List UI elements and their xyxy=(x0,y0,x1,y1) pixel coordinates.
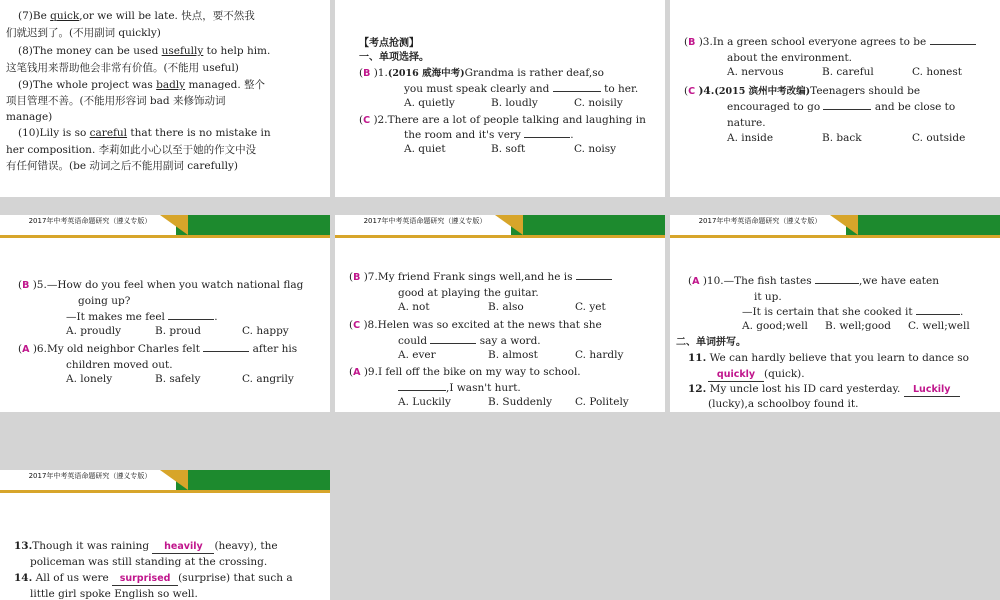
section-heading: 一、单项选择。 xyxy=(359,52,429,63)
filled-answer: surprised xyxy=(112,573,178,586)
question-6: (A )6.My old neighbor Charles felt after his xyxy=(18,343,298,355)
text-line: good at playing the guitar. xyxy=(398,287,539,299)
answer-blank xyxy=(815,273,859,284)
answer-letter: B xyxy=(363,68,371,79)
text-line: it up. xyxy=(754,291,782,303)
option-c: C. outside xyxy=(912,132,966,144)
answer-blank xyxy=(553,81,601,92)
question-11: 11. We can hardly believe that you learn to dance so xyxy=(688,352,969,364)
text-line: about the environment. xyxy=(727,52,853,64)
question-2: (C )2.There are a lot of people talking and laughing in xyxy=(359,114,646,126)
text-line: encouraged to go and be close to xyxy=(727,101,956,113)
option-c: C. yet xyxy=(575,301,606,313)
text-line: (9)The whole project was badly managed. 整个 xyxy=(18,79,266,91)
text-line: you must speak clearly and to her. xyxy=(404,83,639,95)
option-b: B. back xyxy=(822,132,862,144)
answer-blank xyxy=(524,127,570,138)
text-line: (8)The money can be used usefully to help him. xyxy=(18,45,271,57)
header-band xyxy=(0,470,330,493)
question-9: (A )9.I fell off the bike on my way to school. xyxy=(349,366,581,378)
option-b: B. safely xyxy=(155,373,201,385)
header-band xyxy=(335,215,665,238)
header-title: 2017年中考英语命题研究（遵义专版） xyxy=(28,472,152,480)
answer-blank xyxy=(823,99,871,110)
text-line: —It makes me feel . xyxy=(66,311,218,323)
text-line: the room and it's very . xyxy=(404,129,574,141)
option-a: A. proudly xyxy=(66,325,122,337)
text-line: could say a word. xyxy=(398,335,541,347)
answer-blank xyxy=(203,341,249,352)
header-title: 2017年中考英语命题研究（遵义专版） xyxy=(363,217,487,225)
section-heading: 二、单词拼写。 xyxy=(676,337,746,348)
answer-blank xyxy=(916,304,960,315)
answer-letter: B xyxy=(688,37,696,48)
question-10: (A )10.—The fish tastes ,we have eaten xyxy=(688,275,940,287)
option-a: A. ever xyxy=(398,349,436,361)
answer-letter: C xyxy=(353,320,361,331)
text-line: ,I wasn't hurt. xyxy=(398,380,521,396)
option-c: C. well;well xyxy=(908,320,970,332)
question-4: (C )4.(2015 滨州中考改编)Teenagers should be xyxy=(684,85,921,97)
text-line: 项目管理不善。(不能用形容词 bad 来修饰动词 xyxy=(6,95,226,107)
text-line: (lucky),a schoolboy found it. xyxy=(708,398,859,410)
option-b: B. Suddenly xyxy=(488,396,553,408)
filled-answer: heavily xyxy=(152,541,214,554)
option-c: C. hardly xyxy=(575,349,624,361)
option-a: A. lonely xyxy=(66,373,113,385)
answer-blank xyxy=(168,309,214,320)
option-b: B. proud xyxy=(155,325,201,337)
text-line: little girl spoke English so well. xyxy=(30,588,198,600)
text-line: policeman was still standing at the crossing. xyxy=(30,556,268,568)
text-line: children moved out. xyxy=(66,359,173,371)
option-b: B. well;good xyxy=(825,320,891,332)
text-line: quickly (quick). xyxy=(708,366,805,382)
option-b: B. loudly xyxy=(491,97,538,109)
text-line: 有任何错误。(be 动词之后不能用副词 carefully) xyxy=(6,160,238,172)
slide-5 xyxy=(335,215,665,412)
option-c: C. angrily xyxy=(242,373,294,385)
option-a: A. Luckily xyxy=(398,396,451,408)
text-line: 们就迟到了。(不用副词 quickly) xyxy=(6,27,161,39)
answer-blank xyxy=(576,269,612,280)
option-b: B. soft xyxy=(491,143,526,155)
question-14: 14. All of us were surprised (surprise) that such a xyxy=(14,572,293,584)
option-b: B. careful xyxy=(822,66,874,78)
option-c: C. Politely xyxy=(575,396,629,408)
slide-4 xyxy=(0,215,330,412)
text-line: nature. xyxy=(727,117,766,129)
text-line: 这笔钱用来帮助他会非常有价值。(不能用 useful) xyxy=(6,62,239,74)
option-c: C. noisy xyxy=(574,143,617,155)
option-c: C. noisily xyxy=(574,97,623,109)
answer-letter: C xyxy=(363,115,371,126)
header-band xyxy=(0,215,330,238)
answer-letter: A xyxy=(353,367,361,378)
slide-1 xyxy=(0,0,330,197)
question-13: 13.Though it was raining heavily (heavy), the xyxy=(14,540,278,552)
option-a: A. inside xyxy=(727,132,774,144)
slide-3 xyxy=(670,0,1000,197)
header-title: 2017年中考英语命题研究（遵义专版） xyxy=(698,217,822,225)
answer-letter: B xyxy=(22,280,30,291)
text-line: (10)Lily is so careful that there is no mistake in xyxy=(18,127,271,139)
slide-2 xyxy=(335,0,665,197)
option-a: A. good;well xyxy=(742,320,808,332)
section-title: 【考点抢测】 xyxy=(359,38,419,49)
answer-letter: A xyxy=(692,276,700,287)
option-c: C. honest xyxy=(912,66,963,78)
question-7: (B )7.My friend Frank sings well,and he is xyxy=(349,269,612,286)
option-b: B. also xyxy=(488,301,524,313)
text-line: her composition. 李莉如此小心以至于她的作文中没 xyxy=(6,144,257,156)
option-a: A. not xyxy=(398,301,430,313)
text-line: manage) xyxy=(6,111,53,123)
answer-letter: B xyxy=(353,272,361,283)
text-line: —It is certain that she cooked it . xyxy=(742,306,964,318)
answer-blank xyxy=(430,333,476,344)
question-5: (B )5.—How do you feel when you watch national flag xyxy=(18,279,304,291)
filled-answer: Luckily xyxy=(904,384,960,397)
slide-6 xyxy=(670,215,1000,412)
option-b: B. almost xyxy=(488,349,538,361)
option-c: C. happy xyxy=(242,325,289,337)
answer-letter: C xyxy=(688,86,696,97)
option-a: A. quiet xyxy=(404,143,446,155)
question-12: 12. My uncle lost his ID card yesterday. Luckily xyxy=(688,381,960,397)
option-a: A. quietly xyxy=(404,97,455,109)
text-line: (7)Be quick,or we will be late. 快点，要不然我 xyxy=(18,10,255,22)
slide-7 xyxy=(0,470,330,600)
answer-blank xyxy=(930,34,976,45)
answer-blank xyxy=(398,380,446,391)
option-a: A. nervous xyxy=(727,66,784,78)
filled-answer: quickly xyxy=(708,369,764,382)
header-title: 2017年中考英语命题研究（遵义专版） xyxy=(28,217,152,225)
answer-letter: A xyxy=(22,344,30,355)
question-1: (B )1.(2016 威海中考)Grandma is rather deaf,so xyxy=(359,67,604,79)
text-line: going up? xyxy=(78,295,131,307)
header-band xyxy=(670,215,1000,238)
question-3: (B )3.In a green school everyone agrees to be xyxy=(684,34,976,51)
question-8: (C )8.Helen was so excited at the news that she xyxy=(349,319,602,331)
